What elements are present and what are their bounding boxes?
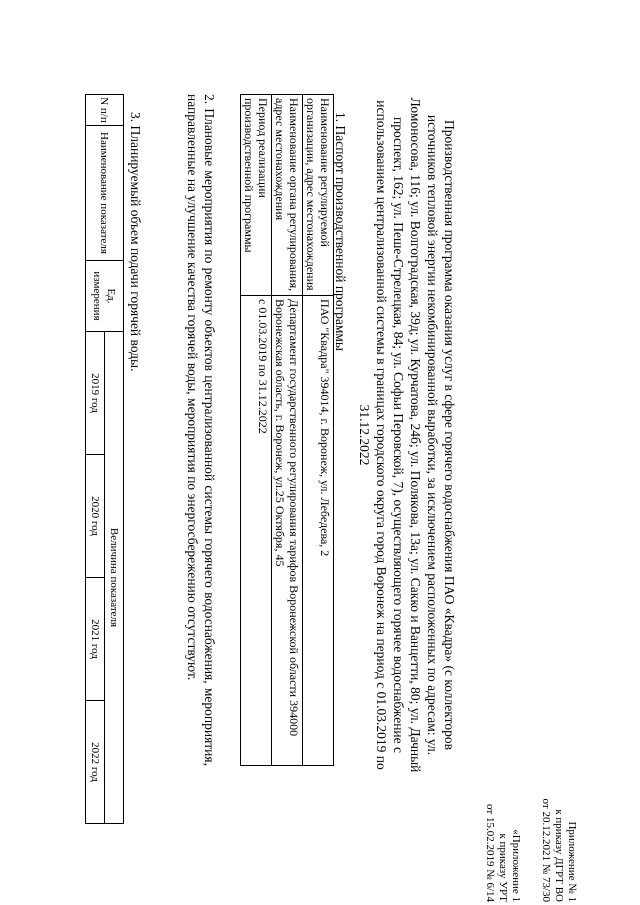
col-header-year: 2021 год <box>86 578 105 701</box>
table-row <box>303 95 334 766</box>
annex-current <box>539 786 578 902</box>
table-row <box>272 95 303 766</box>
passport-value: Департамент государственного регулирования тарифов Воронежской области 394000 Воронежская область, г. Воронеж, ул.25 Октября, 45 <box>272 296 303 766</box>
passport-value: с 01.03.2019 по 31.12.2022 <box>241 296 272 766</box>
col-header-unit: Ед. измерения <box>86 261 124 332</box>
table-row <box>241 95 272 766</box>
col-header-year: 2019 год <box>86 332 105 455</box>
annex-current-line3: от 20.12.2021 № 73/30 <box>540 798 552 902</box>
annex-current-line1: Приложение № 1 <box>566 821 578 902</box>
document-heading: Производственная программа оказания услуг в сфере горячего водоснабжения ПАО «Квадра» (с коллекторов источников тепловой энергии некомбинированной выработки, за исключением расположенных по адресам: ул. Ломоносова, 116; ул. Волгоградская, 39д; ул. Курчатова, 24б; ул. Полякова, 13а; ул. Сакко и Ванцетти, 80; ул. Дачный проспект, 162; ул. Пеше-Стрелецкая, 84; ул. Софьи Перовской, 7), осуществляющего горячее водоснабжение с использованием централизованной системы в границах городского округа город Воронеж на период с 01.03.2019 по 31.12.2022 <box>357 97 457 773</box>
annex-original-line1: «Приложение 1 <box>510 829 522 902</box>
passport-value: ПАО "Квадра" 394014, г. Воронеж, ул. Лебедева, 2 <box>303 296 334 766</box>
passport-label: Период реализации производственной программы <box>241 95 272 296</box>
col-header-name: Наименование показателя <box>86 126 124 261</box>
volume-table <box>85 94 124 824</box>
annex-current-line2: к приказу ДГРТ ВО <box>553 809 565 902</box>
annex-original-line2: к приказу УРТ <box>497 833 509 902</box>
section2-text: 2. Плановые мероприятия по ремонту объектов централизованной системы горячего водоснабжения, мероприятия, направленные на улучшение качества горячей воды, мероприятия по энергосбережению отсутствуют. <box>185 94 217 766</box>
col-header-num: N п/п <box>86 95 124 126</box>
annex-original <box>483 786 522 902</box>
passport-label: Наименование органа регулирования, адрес местонахождения <box>272 95 303 296</box>
section3-title: 3. Планируемый объем подачи горячей воды. <box>128 112 143 372</box>
annex-original-line3: от 15.02.2019 № 6/14 <box>484 804 496 902</box>
col-header-year: 2020 год <box>86 455 105 578</box>
table-header-row <box>105 95 124 824</box>
col-header-year: 2022 год <box>86 701 105 824</box>
col-header-value-group: Величина показателя <box>105 332 124 824</box>
section1-title: 1. Паспорт производственной программы <box>333 112 348 351</box>
passport-label: Наименование регулируемой организации, адрес местонахождения <box>303 95 334 296</box>
passport-table <box>240 94 334 766</box>
